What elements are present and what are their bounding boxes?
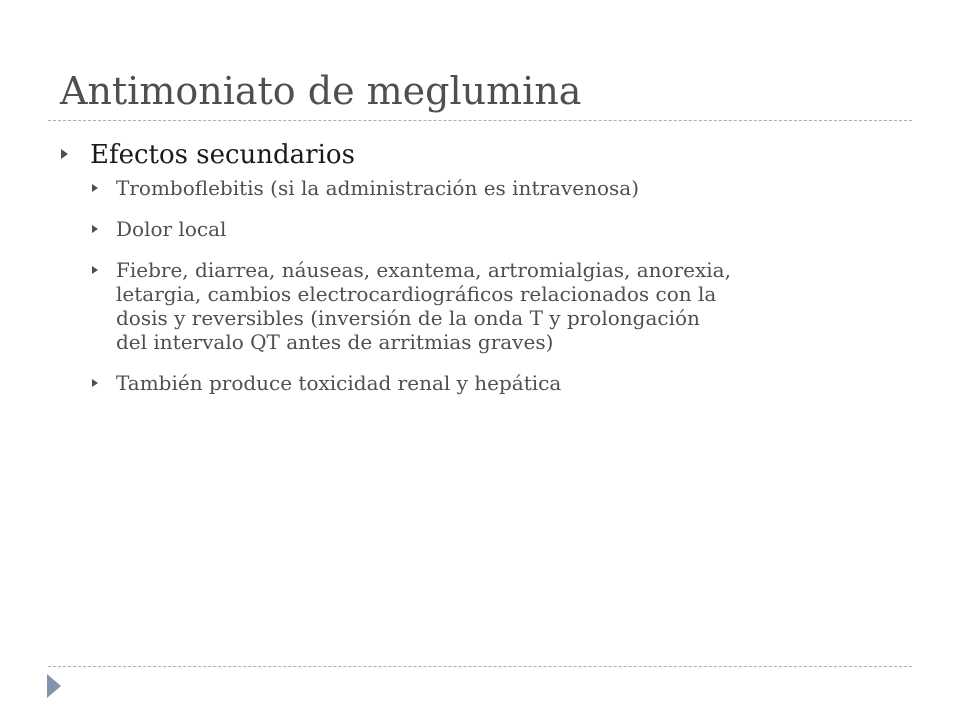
bullet-text-line: del intervalo QT antes de arritmias graves) <box>116 330 554 354</box>
bullet-arrow-icon <box>92 266 98 274</box>
slide-title: Antimoniato de meglumina <box>60 69 582 113</box>
title-divider <box>48 120 912 121</box>
bullet-arrow-icon <box>92 379 98 387</box>
bullet-text-line: letargia, cambios electrocardiográficos relacionados con la <box>116 282 717 306</box>
bullet-text: Tromboflebitis (si la administración es intravenosa) <box>116 176 640 200</box>
bullet-text-line: Fiebre, diarrea, náuseas, exantema, artromialgias, anorexia, <box>116 258 731 282</box>
bullet-arrow-icon <box>92 225 98 233</box>
bullet-text-line: dosis y reversibles (inversión de la onda T y prolongación <box>116 306 700 330</box>
list-item <box>60 258 906 354</box>
heading-bullet <box>60 138 920 172</box>
bullet-arrow-icon <box>61 149 68 159</box>
bullet-text: Dolor local <box>116 217 227 241</box>
list-item <box>60 217 906 241</box>
list-item <box>60 371 906 395</box>
footer-divider <box>48 666 912 667</box>
sub-bullet-list <box>60 176 920 395</box>
bullet-arrow-icon <box>92 184 98 192</box>
footer-triangle-icon <box>47 674 61 698</box>
bullet-text: También produce toxicidad renal y hepática <box>116 371 562 395</box>
heading-text: Efectos secundarios <box>90 140 355 170</box>
slide-content <box>60 138 920 412</box>
list-item <box>60 176 906 200</box>
